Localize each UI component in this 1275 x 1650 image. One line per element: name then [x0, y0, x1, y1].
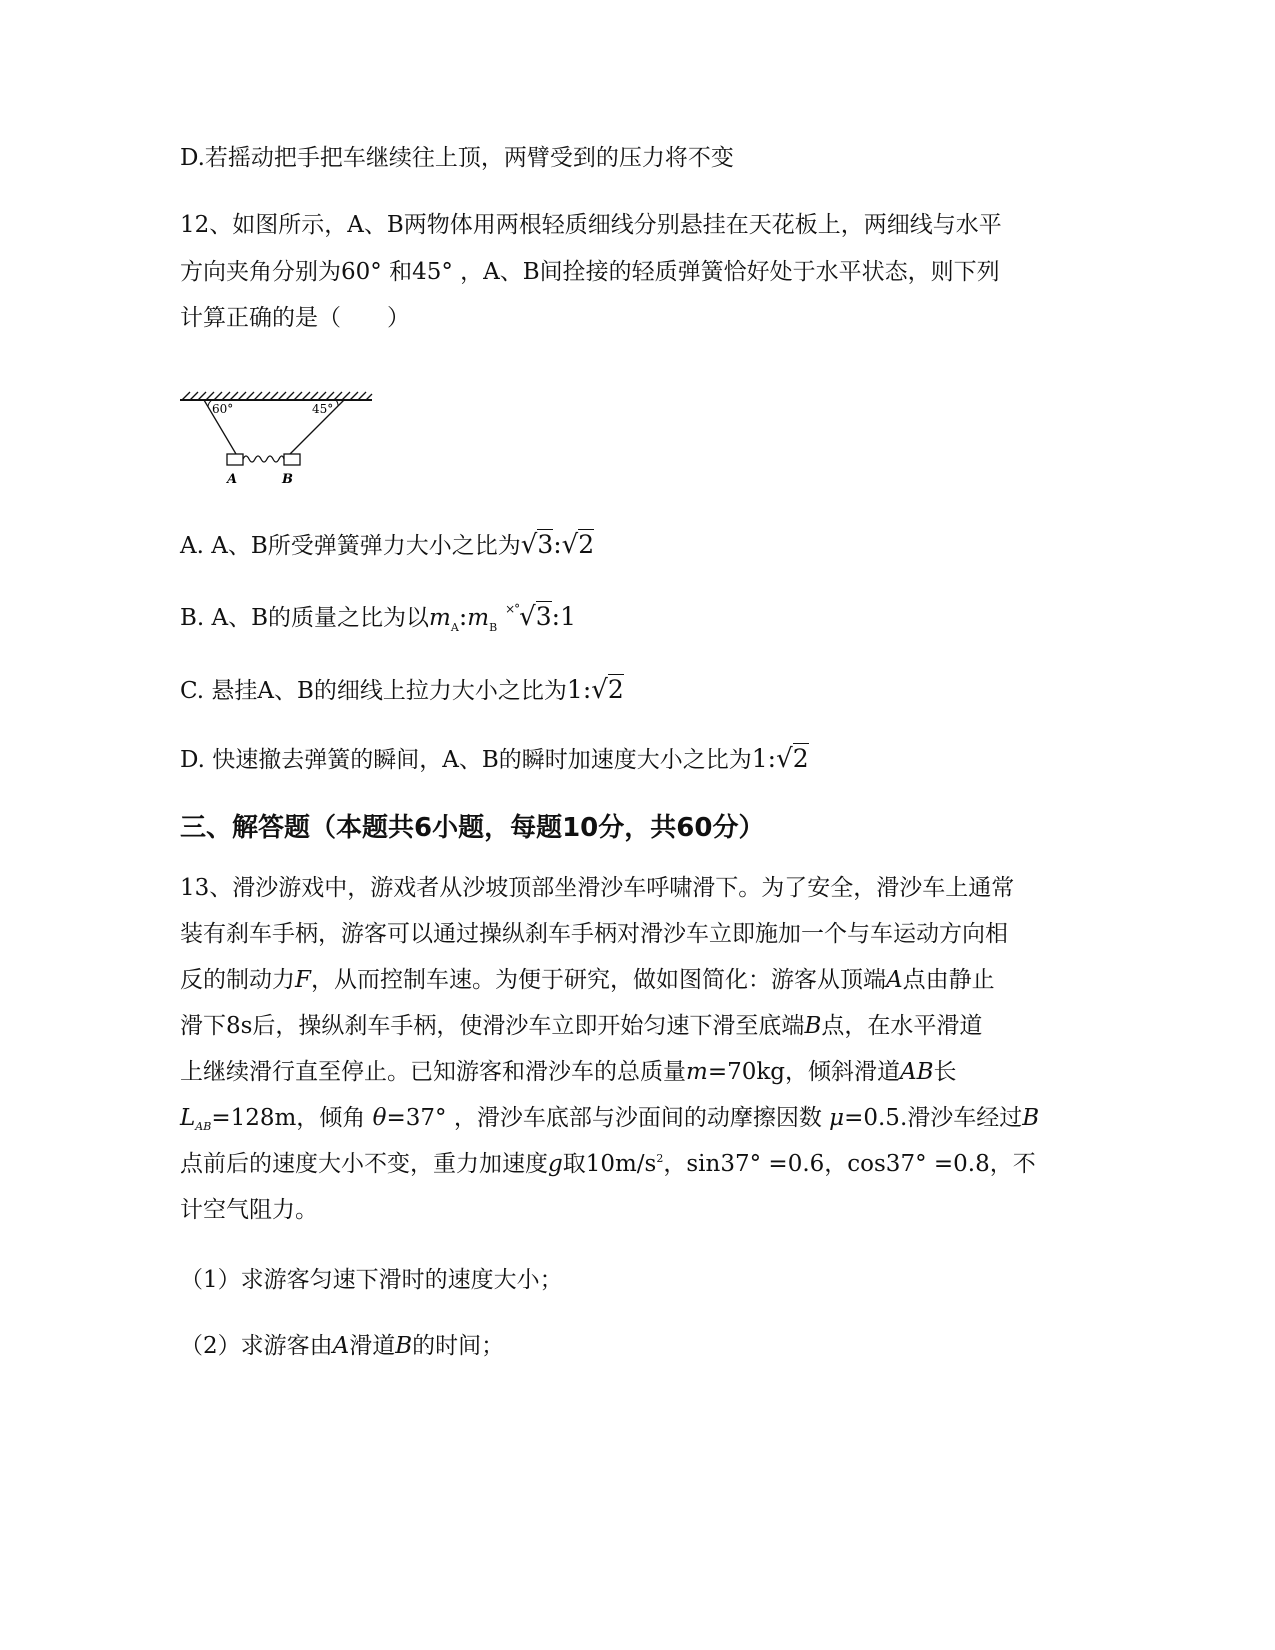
q11-option-d: D.若摇动把手把车继续往上顶，两臂受到的压力将不变: [180, 145, 734, 171]
angle-left-label: 60°: [212, 402, 234, 416]
label-a: A: [227, 472, 238, 487]
sqrt-icon: √: [519, 602, 536, 632]
angle-right-label: 45°: [312, 402, 334, 416]
q12-option-d: [180, 744, 809, 775]
q13-line-3: 反的制动力F，从而控制车速。为便于研究，做如图简化：游客从顶端A点由静止: [180, 967, 995, 993]
option-d-math: 1:√2: [751, 744, 809, 774]
q13-line-7: 点前后的速度大小不变，重力加速度g取$10m/s^2$，sin37° =0.6，cos37° =0.8，不: [180, 1151, 1036, 1177]
sqrt-icon: √: [776, 744, 793, 774]
option-c-math: 1:√2: [566, 675, 624, 705]
sqrt-icon: √: [591, 675, 608, 705]
sqrt-icon: √: [520, 530, 538, 560]
q13-line-2: 装有刹车手柄，游客可以通过操纵刹车手柄对滑沙车立即施加一个与车运动方向相: [180, 921, 1008, 947]
option-c-text: C. 悬挂A、B的细线上拉力大小之比为: [180, 678, 567, 704]
option-a-text: A. A、B所受弹簧弹力大小之比为: [180, 533, 521, 559]
spring-diagram: [178, 388, 378, 488]
q12-line-3: 计算正确的是（ ）: [180, 305, 410, 331]
q12-line-2: 方向夹角分别为60° 和45° ，A、B间拴接的轻质弹簧恰好处于水平状态，则下列: [180, 259, 1000, 285]
label-b: B: [282, 472, 293, 487]
q12-option-c: [180, 675, 624, 706]
sqrt-icon: √: [561, 530, 579, 560]
q12-line-1: 12、如图所示，A、B两物体用两根轻质细线分别悬挂在天花板上，两细线与水平: [180, 212, 1002, 238]
block-b: [284, 454, 300, 465]
option-b-text: B. A、B的质量之比为以: [180, 605, 430, 631]
ceiling-hatch: [182, 392, 372, 400]
option-a-math: √3:√2: [520, 530, 595, 560]
q13-line-5: 上继续滑行直至停止。已知游客和滑沙车的总质量m=70kg，倾斜滑道AB长: [180, 1059, 957, 1085]
q12-option-b: [180, 602, 576, 637]
q13-part-2: （2）求游客由A滑道B的时间；: [180, 1333, 505, 1359]
option-b-math: $m_A:m_B$ ×°√3:1: [429, 602, 576, 634]
q13-part-1: （1）求游客匀速下滑时的速度大小；: [180, 1267, 563, 1293]
spring: [243, 456, 284, 462]
q12-option-a: [180, 530, 594, 561]
section-heading: 三、解答题（本题共6小题，每题10分，共60分）: [180, 813, 765, 843]
q13-line-1: 13、滑沙游戏中，游戏者从沙坡顶部坐滑沙车呼啸滑下。为了安全，滑沙车上通常: [180, 875, 1015, 901]
q13-line-8: 计空气阻力。: [180, 1197, 318, 1223]
q13-line-6: $L_{AB}=128m$，倾角 θ=37° ，滑沙车底部与沙面间的动摩擦因数 μ=0.5.滑沙车经过B: [180, 1105, 1040, 1133]
option-d-text: D. 快速撤去弹簧的瞬间，A、B的瞬时加速度大小之比为: [180, 747, 752, 773]
q13-line-4: 滑下8s后，操纵刹车手柄，使滑沙车立即开始匀速下滑至底端B点，在水平滑道: [180, 1013, 983, 1039]
block-a: [227, 454, 243, 465]
